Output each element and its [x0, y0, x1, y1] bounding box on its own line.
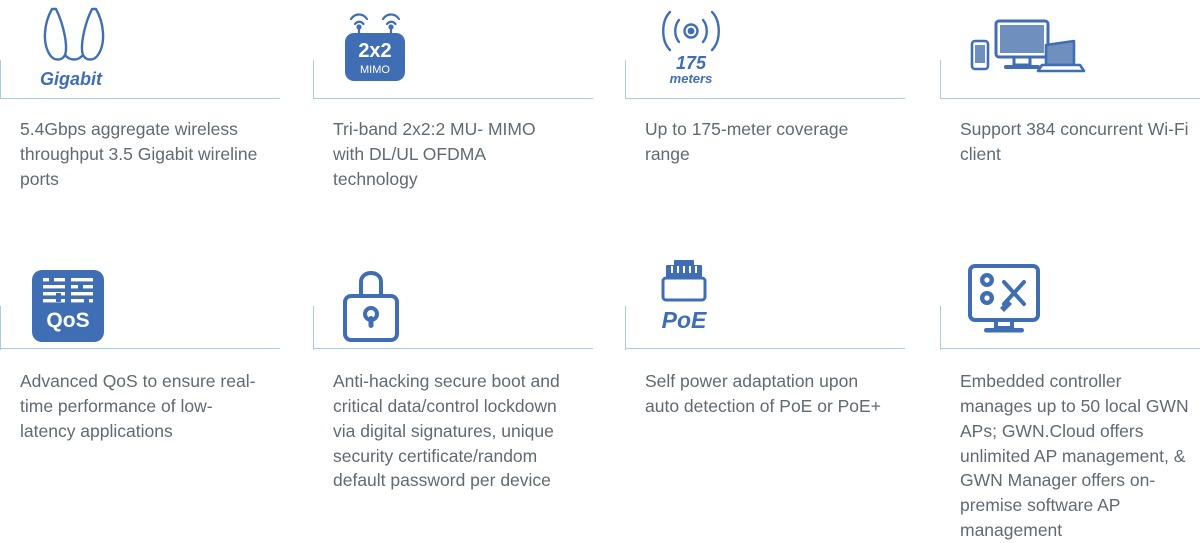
divider-tick	[940, 60, 941, 98]
mimo-2x2-icon	[313, 0, 593, 98]
coverage-icon-sublabel: meters	[669, 71, 713, 86]
divider-tick	[0, 60, 1, 98]
coverage-175-meters-icon	[625, 0, 905, 98]
poe-icon	[625, 248, 905, 348]
feature-card-gigabit	[0, 0, 280, 262]
padlock-icon	[313, 248, 593, 348]
mimo-icon-sublabel: MIMO	[360, 64, 390, 76]
qos-icon	[0, 248, 280, 348]
coverage-icon-label: 175	[675, 53, 707, 73]
divider-tick	[313, 306, 314, 350]
gigabit-icon-label: Gigabit	[40, 69, 102, 89]
feature-text: Up to 175-meter coverage range	[645, 119, 849, 164]
divider-tick	[313, 60, 314, 98]
feature-card-clients	[940, 0, 1200, 262]
gigabit-icon	[0, 0, 280, 98]
feature-text: Anti-hacking secure boot and critical data/control lockdown via digital signatures, unique security certificate/random default password per device	[333, 371, 560, 491]
poe-icon-label: PoE	[661, 307, 707, 333]
feature-card-poe	[625, 248, 905, 524]
feature-text: Tri-band 2x2:2 MU- MIMO with DL/UL OFDMA technology	[333, 119, 536, 189]
feature-card-controller	[940, 248, 1200, 541]
feature-text: 5.4Gbps aggregate wireless throughput 3.5 Gigabit wireline ports	[20, 119, 258, 189]
feature-card-security	[313, 248, 593, 524]
divider-tick	[940, 306, 941, 350]
multi-device-icon	[940, 0, 1200, 98]
mimo-icon-label: 2x2	[358, 40, 392, 62]
divider-tick	[0, 306, 1, 350]
divider-tick	[625, 306, 626, 350]
feature-text: Self power adaptation upon auto detection of PoE or PoE+	[645, 371, 881, 416]
feature-text: Embedded controller manages up to 50 local GWN APs; GWN.Cloud offers unlimited AP management, & GWN Manager offers on-premise software AP management	[960, 371, 1189, 541]
feature-card-qos	[0, 248, 280, 524]
feature-text: Advanced QoS to ensure real-time performance of low-latency applications	[20, 371, 256, 441]
feature-card-mimo	[313, 0, 593, 262]
feature-text: Support 384 concurrent Wi-Fi client	[960, 119, 1189, 164]
feature-card-coverage	[625, 0, 905, 262]
embedded-controller-icon	[940, 248, 1200, 348]
qos-icon-label: QoS	[46, 309, 90, 332]
divider-tick	[625, 60, 626, 98]
